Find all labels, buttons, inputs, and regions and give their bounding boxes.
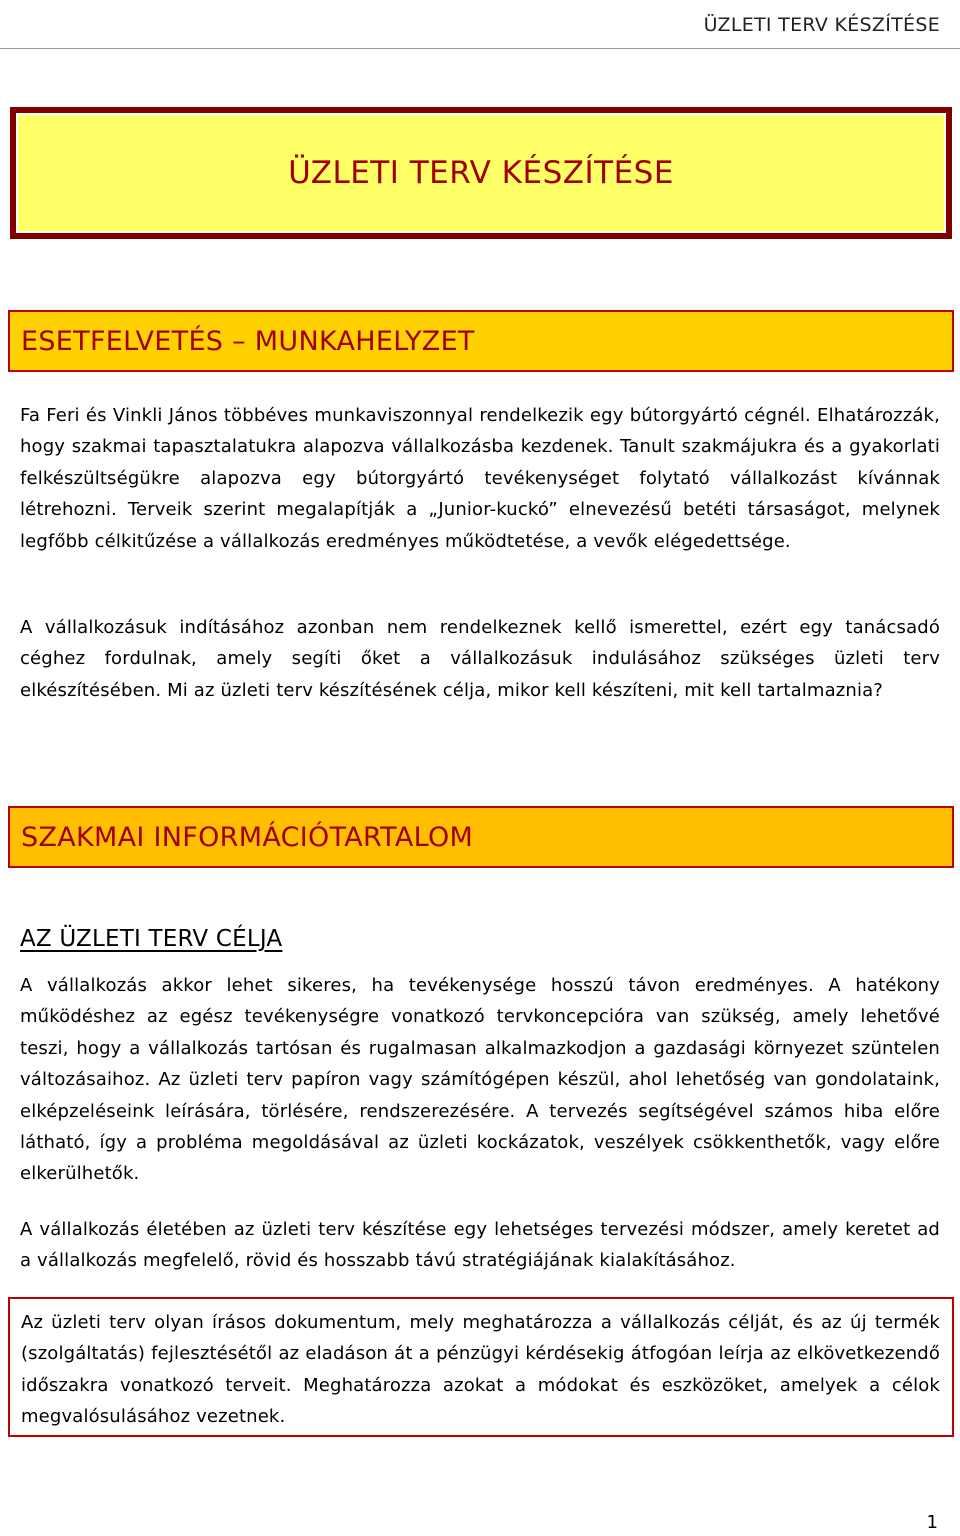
info-paragraph-2: A vállalkozás életében az üzleti terv készítése egy lehetséges tervezési módszer, amely keretet ad a vállalkozás megfelelő, rövid és hosszabb távú stratégiájának kialakításához. bbox=[20, 1219, 940, 1272]
info-section-heading: SZAKMAI INFORMÁCIÓTARTALOM bbox=[8, 806, 954, 868]
info-paragraph-1: A vállalkozás akkor lehet sikeres, ha tevékenysége hosszú távon eredményes. A hatékony működéshez az egész tevékenységre vonatkozó tervkoncepcióra van szükség, amely lehetővé teszi, hogy a vállalkozás tartósan és rugalmasan alkalmazkodjon a gazdasági környezet szüntelen változásaihoz. Az üzleti terv papíron vagy számítógépen készül, ahol lehetőség van gondolataink, elképzeléseink leírására, törlésére, rendszerezésére. A tervezés segítségével számos hiba előre látható, így a probléma megoldásával az üzleti kockázatok, veszélyek csökkenthetők, vagy előre elkerülhetők. bbox=[20, 975, 940, 1185]
page-number: 1 bbox=[926, 1512, 938, 1533]
document-title: ÜZLETI TERV KÉSZÍTÉSE bbox=[288, 155, 674, 191]
definition-box bbox=[8, 1297, 954, 1437]
header-divider bbox=[0, 48, 960, 49]
subsection-heading: AZ ÜZLETI TERV CÉLJA bbox=[20, 926, 283, 952]
title-box-inner bbox=[16, 113, 946, 233]
definition-text: Az üzleti terv olyan írásos dokumentum, mely meghatározza a vállalkozás célját, és az új termék (szolgáltatás) fejlesztésétől az eladáson át a pénzügyi kérdésekig átfogóan leírja az elkövetkezendő időszakra vonatkozó terveit. Meghatározza azokat a módokat és eszközöket, amelyek a célok megvalósulásához vezetnek. bbox=[21, 1312, 940, 1428]
case-section-heading: ESETFELVETÉS – MUNKAHELYZET bbox=[8, 310, 954, 372]
title-box bbox=[10, 107, 952, 239]
running-header-title: ÜZLETI TERV KÉSZÍTÉSE bbox=[703, 14, 940, 36]
case-paragraph-2: A vállalkozásuk indításához azonban nem rendelkeznek kellő ismerettel, ezért egy tanácsadó céghez fordulnak, amely segíti őket a vállalkozásuk indulásához szükséges üzleti terv elkészítésében. Mi az üzleti terv készítésének célja, mikor kell készíteni, mit kell tartalmaznia? bbox=[20, 617, 940, 701]
case-paragraph-1: Fa Feri és Vinkli János többéves munkaviszonnyal rendelkezik egy bútorgyártó cégnél. Elhatározzák, hogy szakmai tapasztalatukra alapozva vállalkozásba kezdenek. Tanult szakmájukra és a gyakorlati felkészültségükre alapozva egy bútorgyártó tevékenységet folytató vállalkozást kívánnak létrehozni. Terveik szerint megalapítják a „Junior-kuckó” elnevezésű betéti társaságot, melynek legfőbb célkitűzése a vállalkozás eredményes működtetése, a vevők elégedettsége. bbox=[20, 405, 940, 552]
